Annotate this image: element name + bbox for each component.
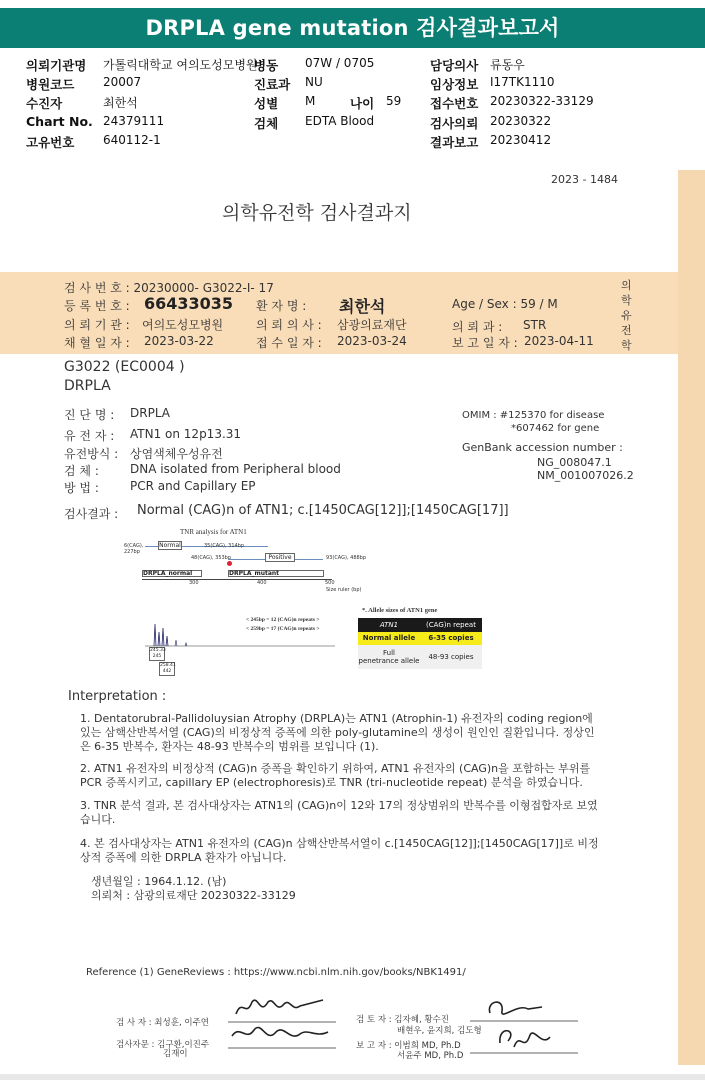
- doctor: 삼광의료재단: [337, 318, 407, 332]
- institution: 여의도성모병원: [142, 318, 224, 332]
- bar-mutant: DRPLA_mutant: [228, 570, 324, 577]
- tick-400: 400: [257, 580, 267, 586]
- birth-date: 생년월일 : 1964.1.12. (남): [91, 875, 227, 888]
- requester: 의뢰처 : 삼광의료재단 20230322-33129: [91, 889, 296, 902]
- patient-name: 최한석: [339, 297, 386, 316]
- info-label: 임상정보: [430, 77, 479, 92]
- peak-box-1: 245.33 245: [150, 648, 166, 659]
- info-value: 20230322: [490, 114, 552, 128]
- info-value: 640112-1: [103, 133, 161, 147]
- info-value: 20007: [103, 75, 142, 89]
- positive-box: Positive: [265, 553, 295, 562]
- doctor-label: 의 뢰 의 사 :: [256, 318, 322, 332]
- side-vertical-label: 의학유전학: [621, 279, 632, 352]
- signature-reviewer: [470, 995, 580, 1065]
- report-header-title: DRPLA gene mutation 검사결과보고서: [0, 8, 705, 48]
- info-label: 고유번호: [26, 135, 75, 150]
- result-label: 검사결과 :: [64, 507, 119, 521]
- receive-date: 2023-03-24: [337, 334, 407, 348]
- exam-number: 검 사 번 호 : 20230000- G3022-I- 17: [64, 281, 274, 295]
- normal-box: Normal: [159, 542, 181, 549]
- gene-title: DRPLA: [64, 378, 111, 394]
- genbank-label: GenBank accession number :: [462, 441, 623, 454]
- signature-examiner: [228, 992, 338, 1054]
- age-sex: Age / Sex : 59 / M: [452, 297, 558, 311]
- table-row-full: Full penetrance allele: [358, 649, 420, 665]
- info-value: 59: [386, 94, 402, 108]
- interpretation-2: 2. ATN1 유전자의 비정상적 (CAG)n 증폭을 확인하기 위하여, ATN1 유전자의 (CAG)n을 포함하는 부위를 PCR 증폭시키고, capillary EP (electrophoresis)로 TNR (tri-nucleotide repeat) 분석을 하였습니다.: [80, 762, 591, 789]
- info-value: 07W / 0705: [305, 56, 375, 70]
- omim-gene: *607462 for gene: [511, 423, 600, 434]
- info-label: 접수번호: [430, 96, 479, 111]
- info-value: 20230322-33129: [490, 94, 594, 108]
- omim-disease: OMIM : #125370 for disease: [462, 410, 605, 421]
- reviewer-2: 배현우, 윤지희, 김도형: [397, 1026, 482, 1036]
- department-label: 의 뢰 과 :: [452, 320, 503, 334]
- collection-date: 2023-03-22: [144, 334, 214, 348]
- specimen-label: 검 체 :: [64, 464, 99, 478]
- table-row-normal-value: 6-35 copies: [428, 634, 474, 642]
- repeat-1: < 245bp = 12 (CAG)n repeats >: [246, 617, 320, 623]
- info-value: 가톨릭대학교 여의도성모병원: [103, 58, 258, 72]
- receive-label: 접 수 일 자 :: [256, 336, 322, 350]
- interpretation-1: 1. Dentatorubral-Pallidoluysian Atrophy (DRPLA)는 ATN1 (Atrophin-1) 유전자의 coding region에 있는 삼핵산반복서열 (CAG)의 비정상적 증폭에 의한 poly-glutamine의 생성이 원인인 질환입니다. 정상인은 6-35 반복수, 환자는 48-93 반복수의 범위를 보입니다 (1).: [80, 712, 595, 753]
- report-date-label: 보 고 일 자 :: [452, 336, 518, 350]
- info-label: Chart No.: [26, 114, 93, 129]
- info-value: 류동우: [490, 58, 525, 72]
- report-title: 의학유전학 검사결과지: [222, 202, 412, 224]
- reporter-2: 서윤주 MD, Ph.D: [397, 1051, 464, 1061]
- genbank-nm: NM_001007026.2: [537, 469, 634, 482]
- method-label: 방 법 :: [64, 481, 99, 495]
- document-number: 2023 - 1484: [551, 173, 618, 186]
- tnr-left-label-1: 6(CAG),: [124, 543, 144, 549]
- marker-icon: [227, 561, 232, 566]
- tick-500: 500: [325, 580, 335, 586]
- interpretation-3: 3. TNR 분석 결과, 본 검사대상자는 ATN1의 (CAG)n이 12와 17의 정상범위의 반복수를 이형접합자로 보였습니다.: [80, 799, 598, 826]
- examiner: 검 사 자 : 최성훈, 이주연: [116, 1018, 209, 1028]
- test-code: G3022 (EC0004 ): [64, 359, 185, 375]
- collection-label: 채 혈 일 자 :: [64, 336, 130, 350]
- gene: ATN1 on 12p13.31: [130, 427, 242, 441]
- advisor: 검사자문 : 김구환,이진주: [116, 1040, 210, 1050]
- patient-name-label: 환 자 명 :: [256, 299, 307, 313]
- info-label: 결과보고: [430, 135, 479, 150]
- info-label: 의뢰기관명: [26, 58, 87, 73]
- reporter: 보 고 자 : 이범희 MD, Ph.D: [356, 1041, 461, 1051]
- diagnosis-label: 진 단 명 :: [64, 408, 115, 422]
- table-header-gene: ATN1: [379, 621, 399, 629]
- info-label: 나이: [350, 96, 375, 111]
- specimen: DNA isolated from Peripheral blood: [130, 462, 341, 476]
- repeat-2: < 259bp = 17 (CAG)n repeats >: [246, 626, 320, 632]
- institution-label: 의 뢰 기 관 :: [64, 318, 130, 332]
- info-label: 검사의뢰: [430, 116, 479, 131]
- interpretation-title: Interpretation :: [68, 689, 167, 704]
- interpretation-4: 4. 본 검사대상자는 ATN1 유전자의 (CAG)n 삼핵산반복서열이 c.[1450CAG[12]];[1450CAG[17]]로 비정상적 증폭에 의한 DRPLA 환자가 아닙니다.: [80, 837, 599, 864]
- peak-box-2: 258.41 442: [160, 663, 176, 674]
- tick-300: 300: [189, 580, 199, 586]
- method: PCR and Capillary EP: [130, 479, 256, 493]
- info-label: 담당의사: [430, 58, 479, 73]
- info-label: 진료과: [254, 77, 291, 92]
- allele-table-title: *. Allele sizes of ATN1 gene: [362, 607, 438, 614]
- info-label: 병동: [254, 58, 279, 73]
- table-row-full-value: 48-93 copies: [428, 653, 474, 661]
- reviewer: 검 토 자 : 김자혜, 황수진: [356, 1015, 449, 1025]
- info-value: NU: [305, 75, 323, 89]
- report-date: 2023-04-11: [524, 334, 594, 348]
- info-value: EDTA Blood: [305, 114, 375, 128]
- advisor-2: 김재이: [163, 1049, 188, 1059]
- table-header-repeat: (CAG)n repeat: [426, 621, 476, 629]
- info-value: 최한석: [103, 96, 138, 110]
- department: STR: [523, 318, 547, 332]
- result-text: Normal (CAG)n of ATN1; c.[1450CAG[12]];[1450CAG[17]]: [137, 503, 509, 518]
- registration-label: 등 록 번 호 :: [64, 299, 130, 313]
- tnr-range-1: 35(CAG), 314bp: [204, 543, 245, 549]
- info-label: 검체: [254, 116, 279, 131]
- tnr-left-label-2: 227bp: [124, 549, 140, 555]
- electropherogram: [145, 618, 335, 648]
- tnr-figure: [120, 525, 367, 680]
- info-value: 24379111: [103, 114, 165, 128]
- registration-number: 66433035: [144, 294, 234, 313]
- info-value: I17TK1110: [490, 75, 555, 89]
- bar-normal: DRPLA_normal: [142, 570, 202, 577]
- size-ruler-label: Size ruler (bp): [326, 587, 362, 593]
- inheritance: 상염색체우성유전: [130, 447, 223, 461]
- diagnosis: DRPLA: [130, 406, 170, 420]
- info-label: 수진자: [26, 96, 63, 111]
- info-value: M: [305, 94, 316, 108]
- tnr-range-2: 48(CAG), 353bp: [191, 555, 232, 561]
- info-value: 20230412: [490, 133, 552, 147]
- tnr-title: TNR analysis for ATN1: [180, 528, 247, 536]
- inheritance-label: 유전방식 :: [64, 447, 119, 461]
- allele-table: [358, 618, 482, 669]
- reference: Reference (1) GeneReviews : https://www.ncbi.nlm.nih.gov/books/NBK1491/: [86, 967, 466, 978]
- tnr-range-3: 93(CAG), 488bp: [326, 555, 367, 561]
- genbank-ng: NG_008047.1: [537, 456, 612, 469]
- info-label: 성별: [254, 96, 279, 111]
- info-label: 병원코드: [26, 77, 75, 92]
- gene-label: 유 전 자 :: [64, 429, 115, 443]
- table-row-normal: Normal allele: [362, 634, 416, 642]
- scan-side-margin: [678, 170, 705, 1065]
